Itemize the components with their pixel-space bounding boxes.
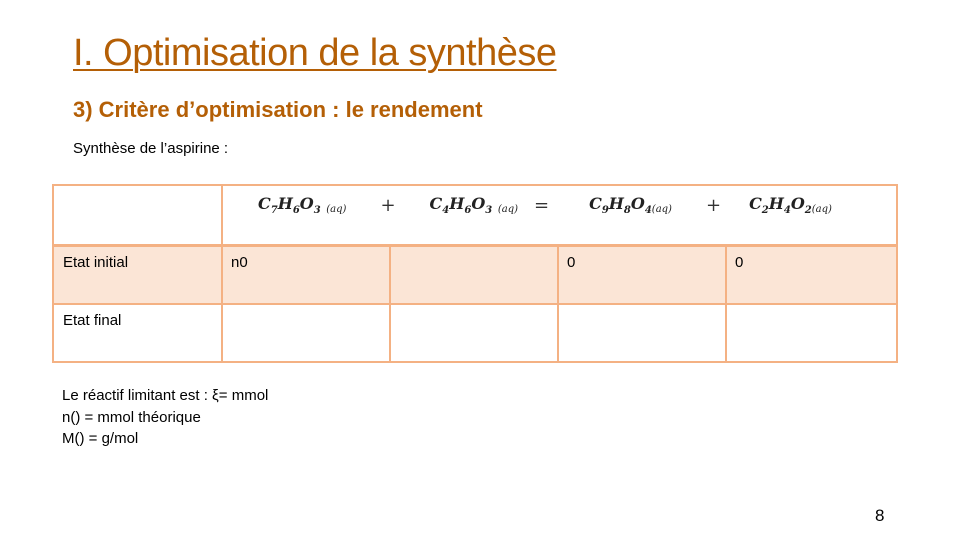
table-cell bbox=[726, 304, 897, 362]
table-row-initial bbox=[53, 246, 897, 305]
table-cell bbox=[558, 304, 726, 362]
intro-text: Synthèse de l’aspirine : bbox=[73, 140, 229, 157]
reactant-acetic-anhydride: $C_4H_6O_3$ (aq) bbox=[429, 193, 518, 217]
product-acetic-acid: $C_2H_4O_2(aq)$ bbox=[749, 193, 832, 217]
equals-sign: = bbox=[534, 194, 550, 216]
table-cell: 0 bbox=[726, 246, 897, 305]
header-empty-cell bbox=[53, 185, 222, 246]
slide-title: I. Optimisation de la synthèse bbox=[73, 32, 557, 74]
table-cell bbox=[390, 304, 558, 362]
page-number: 8 bbox=[875, 506, 885, 525]
table-row-final bbox=[53, 304, 897, 362]
table-cell bbox=[222, 304, 390, 362]
equation-cell bbox=[222, 185, 897, 246]
notes-block bbox=[62, 385, 268, 450]
product-aspirin: $C_9H_8O_4(aq)$ bbox=[589, 193, 672, 217]
table-cell: n0 bbox=[222, 246, 390, 305]
table-cell bbox=[390, 246, 558, 305]
row-label-initial: Etat initial bbox=[53, 246, 222, 305]
molar-mass-line: M() = g/mol bbox=[62, 430, 139, 447]
chemical-equation bbox=[223, 186, 896, 222]
plus-sign: + bbox=[380, 194, 396, 216]
reactant-salicylic-acid: $C_7H_6O_3$ (aq) bbox=[258, 193, 347, 217]
plus-sign-2: + bbox=[705, 194, 722, 216]
equation-row bbox=[53, 185, 897, 246]
row-label-final: Etat final bbox=[53, 304, 222, 362]
table-cell: 0 bbox=[558, 246, 726, 305]
advancement-table bbox=[52, 184, 898, 363]
slide-subtitle: 3) Critère d’optimisation : le rendement bbox=[73, 97, 483, 122]
limiting-reagent-line: Le réactif limitant est : ξ= mmol bbox=[62, 387, 269, 404]
theoretical-amount-line: n() = mmol théorique bbox=[62, 408, 201, 426]
